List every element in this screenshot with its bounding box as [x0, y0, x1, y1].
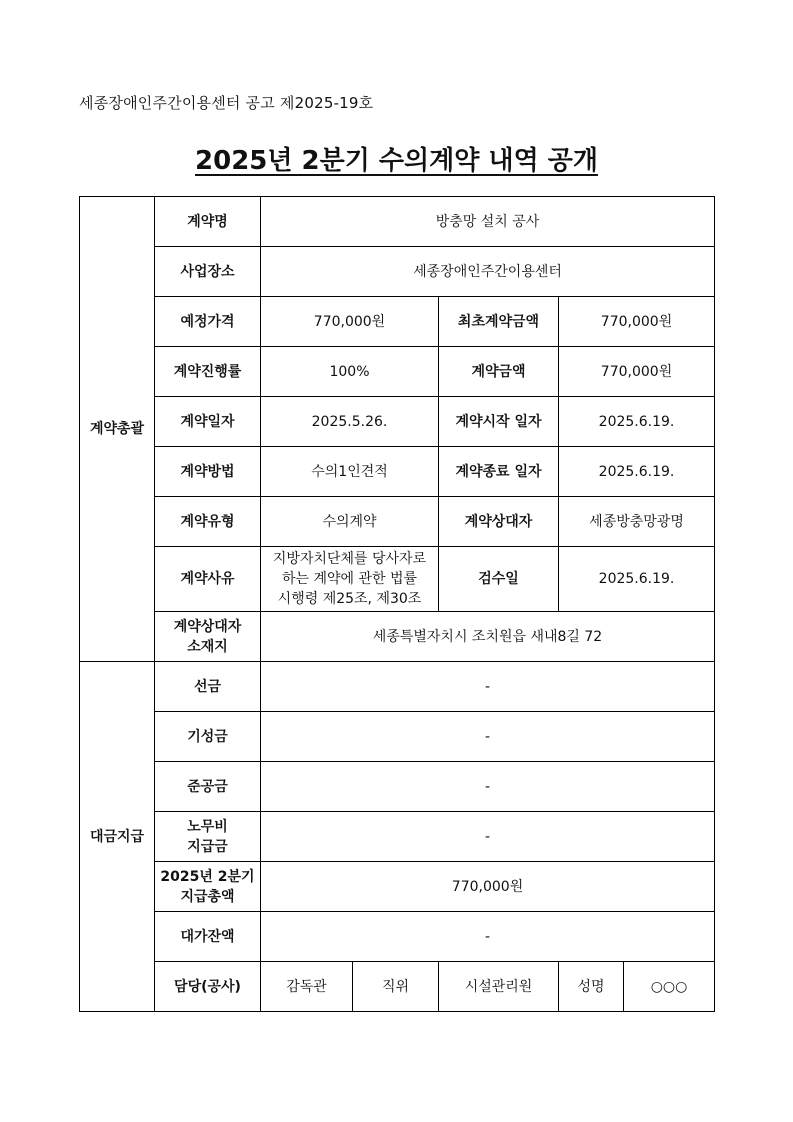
- amount-value: 770,000원: [559, 347, 715, 397]
- notice-number: 세종장애인주간이용센터 공고 제2025-19호: [79, 94, 374, 112]
- party-value: 세종방충망광명: [559, 497, 715, 547]
- row-contract-name: [80, 197, 715, 247]
- method-value: 수의1인견적: [261, 447, 439, 497]
- row-address: [80, 612, 715, 662]
- inspect-label: 검수일: [439, 547, 559, 612]
- address-label: [155, 612, 261, 662]
- contract-name-label: 계약명: [155, 197, 261, 247]
- reason-line-2: 하는 계약에 관한 법률: [281, 571, 418, 587]
- address-label-line-2: 소재지: [187, 638, 228, 655]
- balance-label: 대가잔액: [155, 912, 261, 962]
- est-price-value: 770,000원: [261, 297, 439, 347]
- total-label: [155, 862, 261, 912]
- contract-table: [79, 196, 715, 1012]
- officer-position-label: 직위: [353, 962, 439, 1012]
- type-value: 수의계약: [261, 497, 439, 547]
- row-site: [80, 247, 715, 297]
- row-completion: [80, 762, 715, 812]
- interim-value: -: [261, 712, 715, 762]
- completion-value: -: [261, 762, 715, 812]
- labor-label-line-1: 노무비: [187, 818, 228, 835]
- officer-name-label: 성명: [559, 962, 624, 1012]
- row-price: [80, 297, 715, 347]
- est-price-label: 예정가격: [155, 297, 261, 347]
- site-label: 사업장소: [155, 247, 261, 297]
- labor-label-line-2: 지급금: [187, 838, 228, 855]
- date-value: 2025.5.26.: [261, 397, 439, 447]
- reason-label: 계약사유: [155, 547, 261, 612]
- row-balance: [80, 912, 715, 962]
- total-label-line-2: 지급총액: [180, 888, 235, 905]
- total-label-line-1: 2025년 2분기: [160, 868, 255, 885]
- page-title-text: 2025년 2분기 수의계약 내역 공개: [195, 146, 598, 176]
- row-total: [80, 862, 715, 912]
- row-interim: [80, 712, 715, 762]
- end-date-label: 계약종료 일자: [439, 447, 559, 497]
- labor-value: -: [261, 812, 715, 862]
- reason-line-1: 지방자치단체를 당사자로: [272, 551, 427, 567]
- row-method: [80, 447, 715, 497]
- page-title: [0, 140, 793, 177]
- progress-label: 계약진행률: [155, 347, 261, 397]
- balance-value: -: [261, 912, 715, 962]
- interim-label: 기성금: [155, 712, 261, 762]
- method-label: 계약방법: [155, 447, 261, 497]
- reason-line-3: 시행령 제25조, 제30조: [277, 591, 422, 607]
- contract-name-value: 방충망 설치 공사: [261, 197, 715, 247]
- party-label: 계약상대자: [439, 497, 559, 547]
- reason-value: [261, 547, 439, 612]
- section-payment: 대금지급: [80, 662, 155, 1012]
- progress-value: 100%: [261, 347, 439, 397]
- start-date-label: 계약시작 일자: [439, 397, 559, 447]
- total-value: 770,000원: [261, 862, 715, 912]
- init-amount-label: 최초계약금액: [439, 297, 559, 347]
- advance-label: 선금: [155, 662, 261, 712]
- officer-name-value: ○○○: [624, 962, 715, 1012]
- end-date-value: 2025.6.19.: [559, 447, 715, 497]
- amount-label: 계약금액: [439, 347, 559, 397]
- completion-label: 준공금: [155, 762, 261, 812]
- site-value: 세종장애인주간이용센터: [261, 247, 715, 297]
- row-date: [80, 397, 715, 447]
- labor-label: [155, 812, 261, 862]
- init-amount-value: 770,000원: [559, 297, 715, 347]
- row-type: [80, 497, 715, 547]
- type-label: 계약유형: [155, 497, 261, 547]
- row-officer: [80, 962, 715, 1012]
- advance-value: -: [261, 662, 715, 712]
- officer-label: 담당(공사): [155, 962, 261, 1012]
- inspect-value: 2025.6.19.: [559, 547, 715, 612]
- row-labor: [80, 812, 715, 862]
- address-value: 세종특별자치시 조치원읍 새내8길 72: [261, 612, 715, 662]
- date-label: 계약일자: [155, 397, 261, 447]
- section-summary: 계약총괄: [80, 197, 155, 662]
- row-advance: [80, 662, 715, 712]
- officer-role-value: 감독관: [261, 962, 353, 1012]
- officer-position-value: 시설관리원: [439, 962, 559, 1012]
- start-date-value: 2025.6.19.: [559, 397, 715, 447]
- row-progress: [80, 347, 715, 397]
- address-label-line-1: 계약상대자: [173, 618, 242, 635]
- row-reason: [80, 547, 715, 612]
